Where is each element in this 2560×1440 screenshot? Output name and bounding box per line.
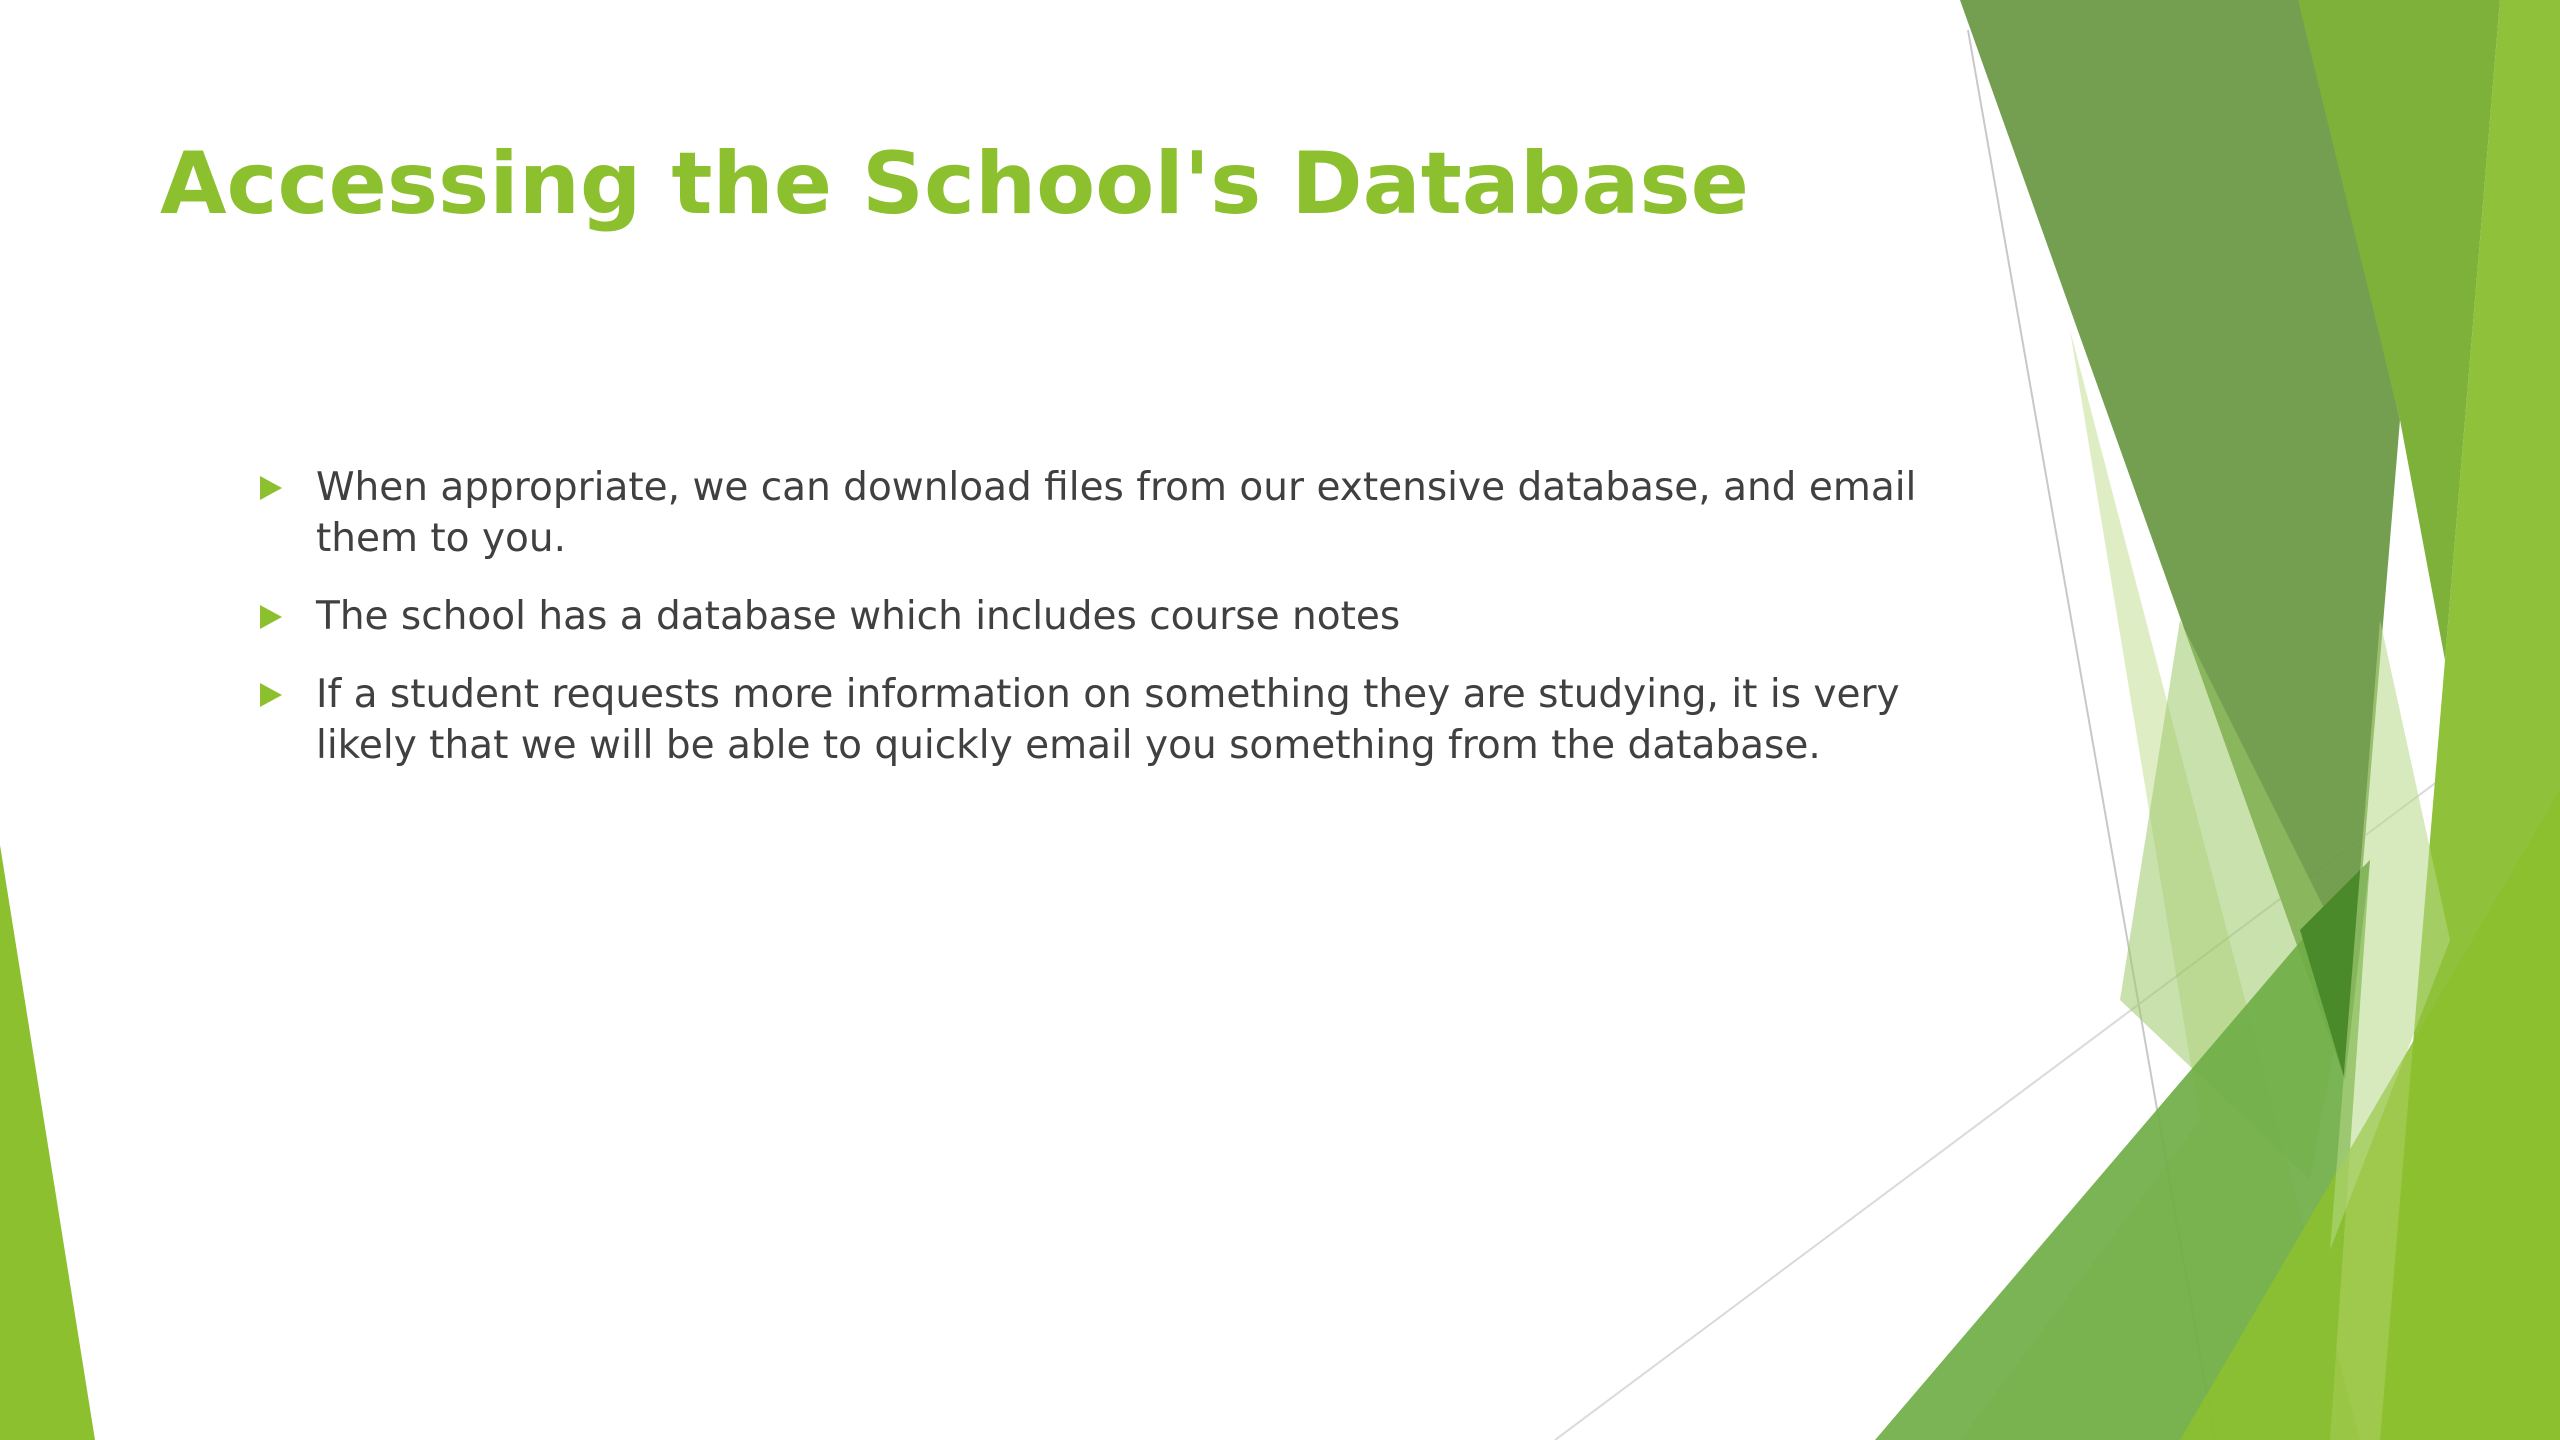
triangle-right-icon <box>260 605 282 629</box>
bullet-text: When appropriate, we can download files from our extensive database, and email them to you. <box>316 465 1917 561</box>
triangle-right-icon <box>260 683 282 707</box>
bullet-list <box>258 462 1918 798</box>
bullet-item <box>258 462 1918 564</box>
bullet-text: If a student requests more information on something they are studying, it is very likely that we will be able to quickly email you something from the database. <box>316 672 1900 768</box>
slide-title: Accessing the School's Database <box>160 134 1749 234</box>
triangle-right-icon <box>260 476 282 500</box>
bullet-item <box>258 591 1918 642</box>
bullet-text: The school has a database which includes course notes <box>316 594 1401 639</box>
bullet-item <box>258 669 1918 771</box>
